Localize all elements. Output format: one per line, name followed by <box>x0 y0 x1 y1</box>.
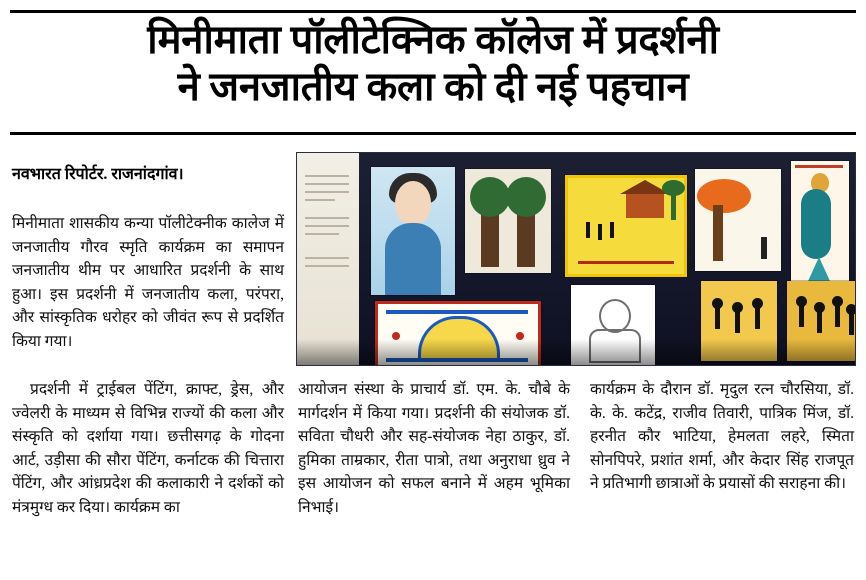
two-trees-painting <box>465 169 551 273</box>
top-divider <box>10 10 856 13</box>
info-panel <box>297 153 359 365</box>
article-column-middle <box>298 378 570 519</box>
article-column-right <box>590 378 854 496</box>
byline: नवभारत रिपोर्टर. राजनांदगांव। <box>12 166 184 183</box>
orange-tree-painting <box>695 169 781 271</box>
paragraph-organizers: आयोजन संस्था के प्राचार्य डॉ. एम. के. चौबे के मार्गदर्शन में किया गया। प्रदर्शनी की संयोजक डॉ. सविता चौधरी और सह-संयोजक नेहा ठाकुर, डॉ. हुमिका ताम्रकार, रीता पात्रो, तथा अनुराधा ध्रुव ने इस आयोजन को सफल बनाने में अहम भूमिका निभाई। <box>298 381 570 516</box>
paragraph-intro: मिनीमाता शासकीय कन्या पॉलीटेक्नीक कालेज में जनजातीय गौरव स्मृति कार्यक्रम का समापन जनजातीय थीम पर आधारित प्रदर्शनी के साथ हुआ। इस प्रदर्शनी में जनजातीय कला, परंपरा, और सांस्कृतिक धरोहर को जीवंत रूप से प्रदर्शित किया गया। <box>12 215 284 350</box>
paragraph-exhibits: प्रदर्शनी में ट्राईबल पेंटिंग, क्राफ्ट, ड्रेस, और ज्वेलरी के माध्यम से विभिन्न राज्यों की कला और संस्कृति को दर्शाया गया। छत्तीसगढ़ के गोदना आर्ट, उड़ीसा की सौरा पेंटिंग, कर्नाटक की चित्तारा पेंटिंग, और आंध्रप्रदेश की कलाकारी ने दर्शकों को मंत्रमुग्ध कर दिया। कार्यक्रम का <box>12 381 284 516</box>
yellow-warli-hut-painting <box>565 175 687 277</box>
headline-divider <box>10 132 856 135</box>
headline-line-1: मिनीमाता पॉलीटेक्निक कॉलेज में प्रदर्शनी <box>147 17 719 62</box>
tribal-girl-portrait-painting <box>371 167 455 295</box>
article-column-left-top <box>12 212 284 353</box>
page-title <box>14 16 852 110</box>
article-column-left-bottom <box>12 378 284 519</box>
photo-floor-shadow <box>297 339 855 365</box>
headline-line-2: ने जनजातीय कला को दी नई पहचान <box>177 64 689 109</box>
paragraph-guests: कार्यक्रम के दौरान डॉ. मृदुल रत्न चौरसिया, डॉ. के. के. कटेंद्र, राजीव तिवारी, पात्रिक मिंज, डॉ. हरनीत कौर भाटिया, हेमलता लहरे, स्मिता सोनपिपरे, प्रशांत शर्मा, और केदार सिंह राजपूत ने प्रतिभागी छात्राओं के प्रयासों की सराहना की। <box>590 381 854 492</box>
exhibition-photo <box>296 152 856 366</box>
